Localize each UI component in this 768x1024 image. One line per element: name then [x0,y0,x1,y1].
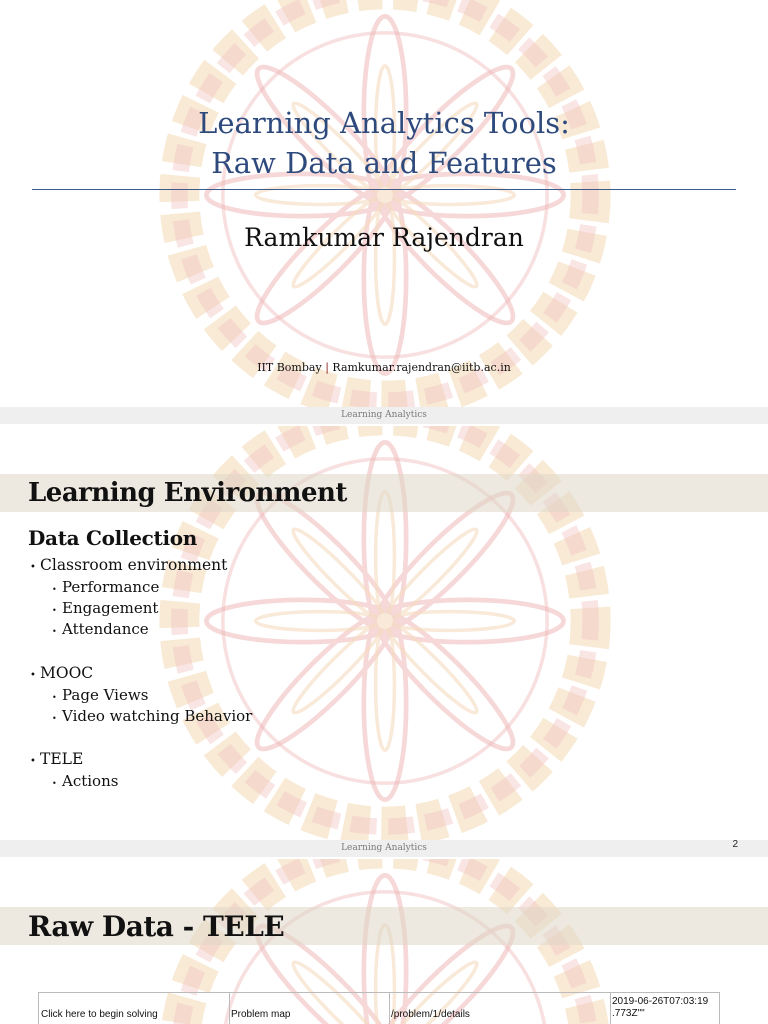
sub-bullet-actions: • Actions [52,772,119,790]
sub-bullet-engagement: • Engagement [52,599,159,617]
cell-timestamp-cont: .773Z"" [612,1008,645,1019]
author-name: Ramkumar Rajendran [244,223,524,252]
subheading: Data Collection [28,526,198,550]
affiliation: IIT Bombay [257,361,322,374]
sub-bullet-attendance: • Attendance [52,620,149,638]
cell-event: Click here to begin solving [41,1009,158,1020]
bullet-classroom: • Classroom environment [30,556,228,574]
sub-bullet-performance: • Performance [52,578,160,596]
slide-title [0,0,768,426]
table-cell [610,993,611,1024]
sub-bullet-page-views: • Page Views [52,686,149,704]
table-cell [389,993,390,1024]
footer-text: Learning Analytics [341,843,427,853]
cell-timestamp: 2019-06-26T07:03:19 [612,996,709,1007]
cell-context: Problem map [231,1009,291,1020]
slide-heading: Raw Data - TELE [28,910,285,943]
separator: | [325,361,329,374]
title-rule [32,189,736,190]
bullet-tele: • TELE [30,750,84,768]
sub-bullet-video-behavior: • Video watching Behavior [52,707,253,725]
footer-text: Learning Analytics [341,410,427,420]
slide-learning-environment [0,426,768,859]
raw-data-table [38,992,720,1024]
email[interactable]: Ramkumar.rajendran@iitb.ac.in [332,361,511,374]
slide-raw-data-tele [0,859,768,1024]
table-cell [229,993,230,1024]
table-row [39,993,719,1024]
page-number: 2 [732,839,738,850]
affiliation-line [0,361,768,374]
bullet-mooc: • MOOC [30,664,94,682]
title-line-1: Learning Analytics Tools: [198,106,570,140]
slide-heading: Learning Environment [28,478,347,508]
cell-path: /problem/1/details [391,1009,470,1020]
title-line-2: Raw Data and Features [211,146,557,180]
